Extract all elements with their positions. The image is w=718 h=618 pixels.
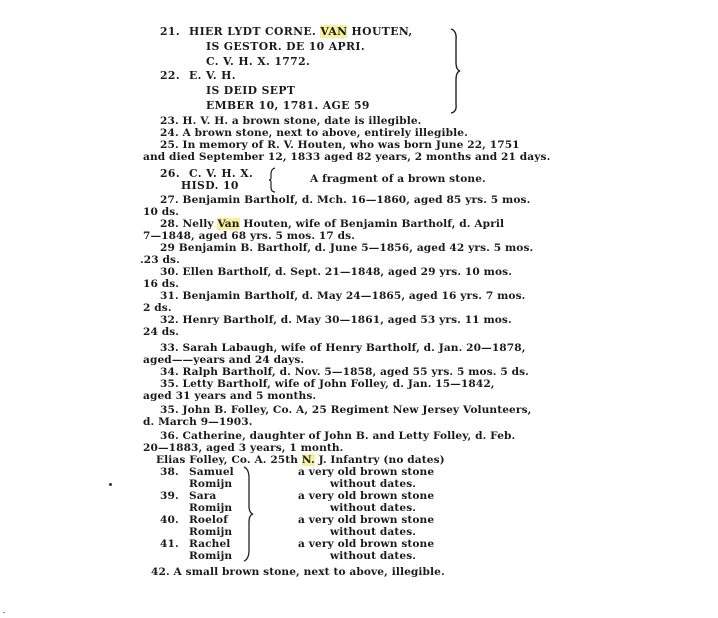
entry-38-number: 38. bbox=[160, 466, 179, 478]
speck-mark bbox=[3, 612, 5, 613]
entry-40-first: Roelof bbox=[189, 514, 228, 526]
entry-32-line-2: 24 ds. bbox=[143, 326, 180, 338]
entry-22-line-3: EMBER 10, 1781. AGE 59 bbox=[206, 99, 370, 112]
entry-21-number: 21. bbox=[160, 25, 180, 38]
entry-38-first: Samuel bbox=[189, 466, 234, 478]
entry-38-note: a very old brown stone bbox=[298, 466, 435, 478]
search-highlight: VAN bbox=[320, 25, 348, 38]
entry-29-line-2: .23 ds. bbox=[140, 254, 180, 266]
entry-35b-line-2: d. March 9—1903. bbox=[143, 416, 253, 428]
search-highlight: N. bbox=[301, 454, 315, 466]
entry-39-last: Romijn bbox=[189, 502, 233, 514]
entry-25-line-1: 25. In memory of R. V. Houten, who was born June 22, 1751 bbox=[160, 139, 520, 151]
entry-elias: Elias Folley, Co. A. 25th N. J. Infantry (no dates) bbox=[156, 454, 445, 466]
entry-29-line-1: 29 Benjamin B. Bartholf, d. June 5—1856, aged 42 yrs. 5 mos. bbox=[160, 242, 534, 254]
entry-22-number: 22. bbox=[160, 69, 180, 82]
brace-icon bbox=[448, 28, 462, 114]
entry-42: 42. A small brown stone, next to above, illegible. bbox=[151, 566, 445, 578]
brace-icon bbox=[242, 466, 254, 562]
entry-35-line-2: aged 31 years and 5 months. bbox=[143, 390, 317, 402]
entry-39-first: Sara bbox=[189, 490, 217, 502]
entry-26-note: A fragment of a brown stone. bbox=[310, 173, 486, 185]
entry-39-number: 39. bbox=[160, 490, 179, 502]
entry-22-line-1: E. V. H. bbox=[189, 69, 236, 82]
entry-23: 23. H. V. H. a brown stone, date is illegible. bbox=[160, 115, 422, 127]
entry-41-first: Rachel bbox=[189, 538, 231, 550]
entry-26-line-2: HISD. 10 bbox=[181, 179, 239, 192]
entry-34: 34. Ralph Bartholf, d. Nov. 5—1858, aged 55 yrs. 5 mos. 5 ds. bbox=[160, 366, 529, 378]
entry-38-note-2: without dates. bbox=[330, 478, 417, 490]
entry-39-note: a very old brown stone bbox=[298, 490, 435, 502]
entry-30-line-1: 30. Ellen Bartholf, d. Sept. 21—1848, aged 29 yrs. 10 mos. bbox=[160, 266, 512, 278]
entry-40-number: 40. bbox=[160, 514, 179, 526]
entry-41-number: 41. bbox=[160, 538, 179, 550]
speck-mark bbox=[109, 483, 112, 486]
entry-40-last: Romijn bbox=[189, 526, 233, 538]
entry-33-line-2: aged——years and 24 days. bbox=[143, 354, 305, 366]
entry-21-line-3: C. V. H. X. 1772. bbox=[206, 55, 311, 68]
entry-35b-line-1: 35. John B. Folley, Co. A, 25 Regiment New Jersey Volunteers, bbox=[160, 404, 532, 416]
entry-41-last: Romijn bbox=[189, 550, 233, 562]
entry-40-note: a very old brown stone bbox=[298, 514, 435, 526]
entry-38-last: Romijn bbox=[189, 478, 233, 490]
entry-41-note-2: without dates. bbox=[330, 550, 417, 562]
entry-28-line-1: 28. Nelly Van Houten, wife of Benjamin Bartholf, d. April bbox=[160, 218, 505, 230]
entry-30-line-2: 16 ds. bbox=[143, 278, 180, 290]
entry-27-line-2: 10 ds. bbox=[143, 206, 180, 218]
entry-31-line-1: 31. Benjamin Bartholf, d. May 24—1865, aged 16 yrs. 7 mos. bbox=[160, 290, 526, 302]
entry-27-line-1: 27. Benjamin Bartholf, d. Mch. 16—1860, aged 85 yrs. 5 mos. bbox=[160, 194, 531, 206]
entry-26-number: 26. bbox=[160, 167, 180, 180]
entry-32-line-1: 32. Henry Bartholf, d. May 30—1861, aged 53 yrs. 11 mos. bbox=[160, 314, 512, 326]
entry-41-note: a very old brown stone bbox=[298, 538, 435, 550]
entry-36-line-2: 20—1883, aged 3 years, 1 month. bbox=[143, 442, 344, 454]
entry-36-line-1: 36. Catherine, daughter of John B. and Letty Folley, d. Feb. bbox=[160, 430, 516, 442]
entry-24: 24. A brown stone, next to above, entirely illegible. bbox=[160, 127, 468, 139]
entry-35-line-1: 35. Letty Bartholf, wife of John Folley, d. Jan. 15—1842, bbox=[160, 378, 495, 390]
entry-25-line-2: and died September 12, 1833 aged 82 years, 2 months and 21 days. bbox=[143, 151, 551, 163]
search-highlight: Van bbox=[217, 218, 240, 230]
entry-33-line-1: 33. Sarah Labaugh, wife of Henry Bartholf, d. Jan. 20—1878, bbox=[160, 342, 526, 354]
entry-26-line-1: C. V. H. X. bbox=[189, 167, 254, 180]
entry-21-line-2: IS GESTOR. DE 10 APRI. bbox=[206, 40, 365, 53]
entry-28-line-2: 7—1848, aged 68 yrs. 5 mos. 17 ds. bbox=[143, 230, 356, 242]
entry-39-note-2: without dates. bbox=[330, 502, 417, 514]
brace-icon bbox=[268, 167, 278, 193]
entry-40-note-2: without dates. bbox=[330, 526, 417, 538]
entry-21-line-1: HIER LYDT CORNE. VAN HOUTEN, bbox=[189, 25, 413, 38]
entry-31-line-2: 2 ds. bbox=[143, 302, 172, 314]
entry-22-line-2: IS DEID SEPT bbox=[206, 84, 296, 97]
